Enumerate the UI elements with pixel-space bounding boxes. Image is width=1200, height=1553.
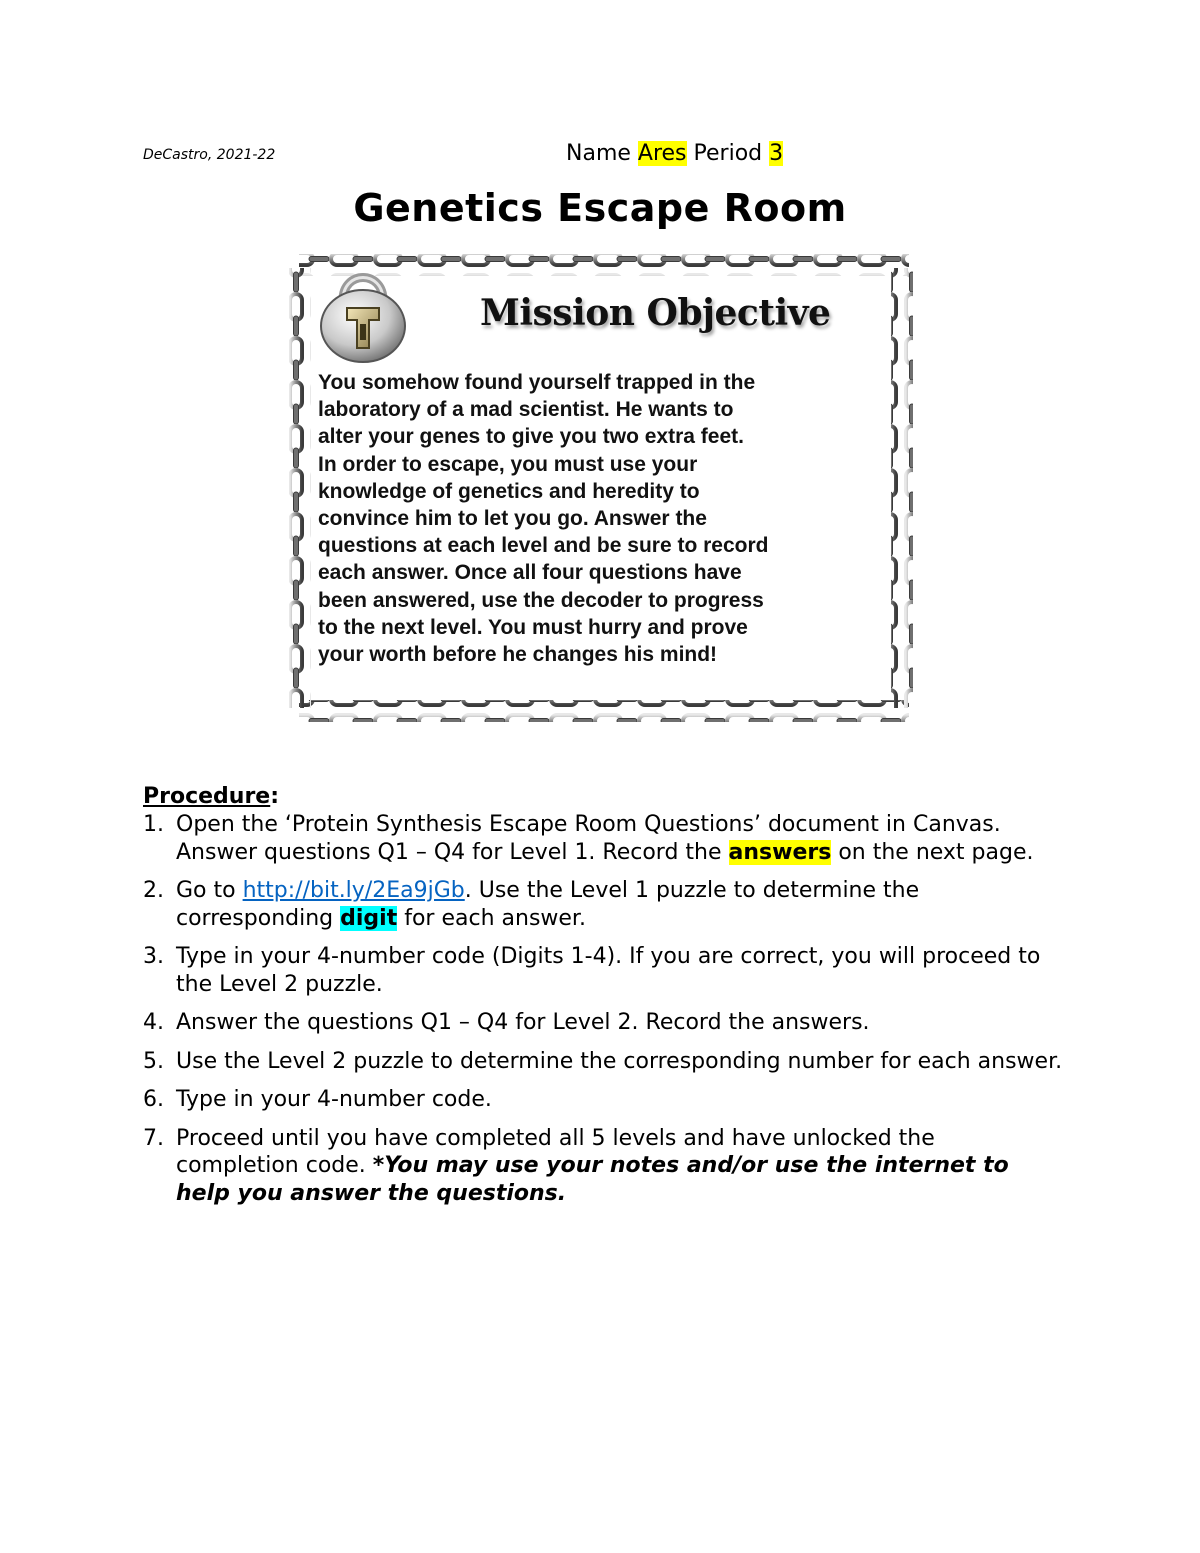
mission-heading: Mission Objective [480, 292, 831, 334]
mission-line: been answered, use the decoder to progress [318, 588, 764, 612]
answers-highlight: answers [728, 839, 832, 865]
step-text: Open the ‘Protein Synthesis Escape Room Questions’ document in Canvas. Answer questions Q1 – Q4 for Level 1. Record the [176, 812, 1001, 865]
period-label: Period [693, 141, 763, 166]
step-number: 1. [143, 812, 164, 837]
period-value: 3 [769, 141, 784, 166]
procedure-heading-colon: : [270, 784, 280, 809]
puzzle-link[interactable]: http://bit.ly/2Ea9jGb [242, 878, 465, 903]
mission-line: You somehow found yourself trapped in the [318, 371, 756, 394]
step-text: on the next page. [831, 839, 1034, 865]
step-text: Proceed until you have completed all 5 levels and have unlocked the completion code. [176, 1125, 935, 1178]
mission-line: laboratory of a mad scientist. He wants to [318, 398, 734, 422]
list-item [143, 1048, 1063, 1076]
mission-text [318, 369, 898, 668]
step-text: Answer the questions Q1 – Q4 for Level 2. Record the answers. [176, 1010, 870, 1035]
list-item [143, 1125, 1063, 1208]
list-item [143, 1086, 1063, 1114]
procedure-list [143, 811, 1063, 1218]
step-text: . Use the Level 1 puzzle to determine the corresponding [176, 878, 920, 931]
name-value: Ares [637, 141, 687, 166]
list-item [143, 943, 1063, 998]
name-label: Name [566, 141, 631, 166]
list-item [143, 811, 1063, 866]
mission-line: your worth before he changes his mind! [318, 643, 718, 667]
mission-line: questions at each level and be sure to record [318, 534, 769, 558]
step-text: for each answer. [397, 905, 586, 931]
mission-line: to the next level. You must hurry and prove [318, 615, 748, 639]
mission-line: In order to escape, you must use your [318, 452, 698, 476]
step-text: Type in your 4-number code (Digits 1-4). If you are correct, you will proceed to the Level 2 puzzle. [176, 944, 1041, 997]
step-number: 6. [143, 1087, 164, 1112]
padlock-icon [321, 278, 405, 363]
notes-emphasis: *You may use your notes and/or use the internet to help you answer the questions. [176, 1153, 1009, 1206]
mission-line: knowledge of genetics and heredity to [318, 479, 700, 503]
mission-line: alter your genes to give you two extra feet. [318, 425, 744, 449]
step-number: 3. [143, 944, 164, 969]
list-item [143, 877, 1063, 932]
name-period-line [566, 141, 783, 166]
step-number: 5. [143, 1048, 164, 1074]
step-text: Go to [176, 878, 243, 903]
step-text: Use the Level 2 puzzle to determine the corresponding number for each answer. [176, 1048, 1063, 1074]
procedure-heading [143, 784, 279, 809]
mission-line: each answer. Once all four questions have [318, 561, 742, 585]
step-text: Type in your 4-number code. [176, 1087, 492, 1112]
author-year: DeCastro, 2021-22 [143, 147, 276, 163]
step-number: 2. [143, 878, 164, 903]
list-item [143, 1009, 1063, 1037]
step-number: 4. [143, 1010, 164, 1035]
page-title: Genetics Escape Room [353, 186, 847, 230]
digit-highlight: digit [340, 905, 398, 931]
step-number: 7. [143, 1125, 164, 1151]
mission-line: convince him to let you go. Answer the [318, 507, 707, 531]
procedure-heading-text: Procedure [143, 784, 271, 809]
